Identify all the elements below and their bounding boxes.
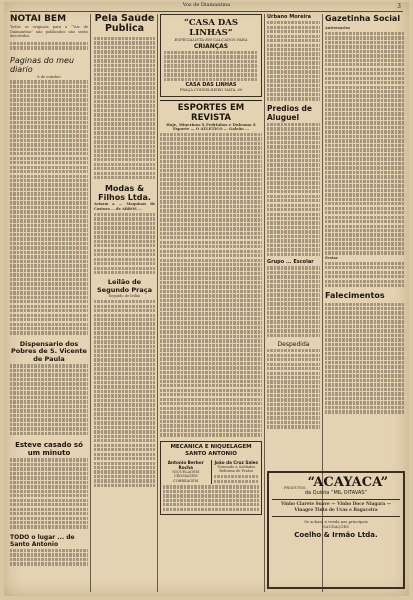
pela-saude-heading: Pela Saúde Publica xyxy=(94,14,155,34)
festas-label: Festas xyxy=(325,255,338,260)
casa-sub: ESPECIALISTA EM CALÇADOS PARA xyxy=(174,37,248,42)
column-2 xyxy=(94,14,155,592)
aniversarios-label: Aniversarios xyxy=(325,26,351,30)
paginas-date: 8 de outubro xyxy=(37,74,61,79)
modas-body xyxy=(94,213,155,275)
gazetinha-body xyxy=(325,32,405,255)
urbano-heading: Urbano Moreira xyxy=(267,14,312,20)
acayaca-firm: Coelho & Irmão Ltda. xyxy=(294,531,378,539)
grupo-body xyxy=(267,266,320,337)
todo-heading: TODO o lugar ... de Santo Antonio xyxy=(10,533,75,548)
page-number: 3 xyxy=(397,3,401,10)
falecimentos-body xyxy=(325,303,405,415)
leilao-heading: Leilão de Segundo Praça xyxy=(97,278,152,294)
casa-address: PRAÇA CONSELHEIRO MATA, 60 xyxy=(179,88,243,93)
mecanica-left-title: Antonio Berbor Rocha xyxy=(167,459,204,470)
leilao-sub: Seguido de leilão xyxy=(108,294,141,299)
column-1 xyxy=(10,14,88,592)
column-rule xyxy=(264,14,265,592)
esportes-heading: ESPORTES EM REVISTA xyxy=(177,102,245,123)
mecanica-ad xyxy=(160,441,262,515)
mecanica-right-title: João da Cruz Sales xyxy=(214,459,258,465)
modas-text: Avisam a ... Maquinas de Costura ... de ABBOS ... xyxy=(94,202,155,211)
predios-body xyxy=(267,123,320,256)
casa-sub2: CRIANÇAS xyxy=(193,42,229,50)
gazetinha-heading: Gazetinha Social xyxy=(325,14,401,23)
leilao-body xyxy=(94,300,155,487)
column-rule xyxy=(90,14,91,592)
acayaca-brand: “ACAYACA” xyxy=(307,475,389,490)
grupo-heading: Grupo ... Escolar xyxy=(267,259,314,266)
predios-heading: Predios de Aluguel xyxy=(267,103,312,122)
esteve-heading: Esteve casado só um minuto xyxy=(15,441,83,458)
mecanica-title: MECANICA E NIQUELAGEM SANTO ANTONIO xyxy=(170,443,252,457)
mecanica-right-item: Reforma de Pratos xyxy=(219,469,254,474)
mecanica-body xyxy=(163,485,259,511)
mecanica-left-item: CROMAGEM xyxy=(173,474,198,479)
casa-das-linhas-ad xyxy=(160,14,262,97)
newspaper-page xyxy=(4,2,409,596)
column-3 xyxy=(160,14,262,592)
masthead-title: Voz de Diamantina xyxy=(182,2,231,8)
acayaca-line2: Se achará à venda nas principais xyxy=(304,519,368,524)
esteve-body xyxy=(10,458,88,529)
mecanica-left-item: COBREAGEM xyxy=(173,478,199,483)
top-rule xyxy=(10,11,403,12)
acayaca-line3: SAUDAÇÕES xyxy=(323,524,349,529)
notai-text: Todos os originais para a “Voz de Diamantina” não publicados não serão devolvidos. xyxy=(10,25,88,39)
dispensario-body xyxy=(10,364,88,435)
despedida-heading: Despedida xyxy=(277,341,310,348)
esportes-body xyxy=(160,133,262,437)
urbano-body xyxy=(267,21,320,101)
despedida-body xyxy=(267,349,320,429)
paginas-heading: Paginas do meu diario xyxy=(10,55,75,74)
casa-footer: CASA DAS LINHAS xyxy=(185,82,237,89)
column-rule xyxy=(157,14,158,592)
paginas-body xyxy=(10,80,88,335)
acayaca-line1: Vinho Clarete Suave — Vinho Doce Niagara — Vinagre Tinto de Uvas e Bagaceira xyxy=(281,502,391,513)
esportes-sub: Hoje, Minerinos X Pedrinhos e Duleamo X Esporte — O ATLETICO ... Galeão ... xyxy=(166,121,256,132)
column-5 xyxy=(325,14,405,414)
acayaca-ad xyxy=(267,471,405,589)
acayaca-subtitle: da Quinta “MIL OITAVAS” xyxy=(304,490,368,496)
modas-heading: Modas & Filhos Ltda. xyxy=(98,184,151,203)
mecanica-right-item: Torneado a Soldados xyxy=(217,464,256,469)
falecimentos-heading: Falecimentos xyxy=(325,291,385,301)
mecanica-left-item: NIQUELAGEM xyxy=(172,469,200,474)
pela-saude-body xyxy=(94,37,155,179)
casa-title: “CASA DAS LINHAS” xyxy=(183,18,239,38)
produtos-label: PRODUTOS xyxy=(283,486,306,490)
dispensario-heading: Dispensario dos Pobres de S. Vicente de Paula xyxy=(11,339,87,363)
notai-heading: NOTAI BEM xyxy=(10,14,67,24)
